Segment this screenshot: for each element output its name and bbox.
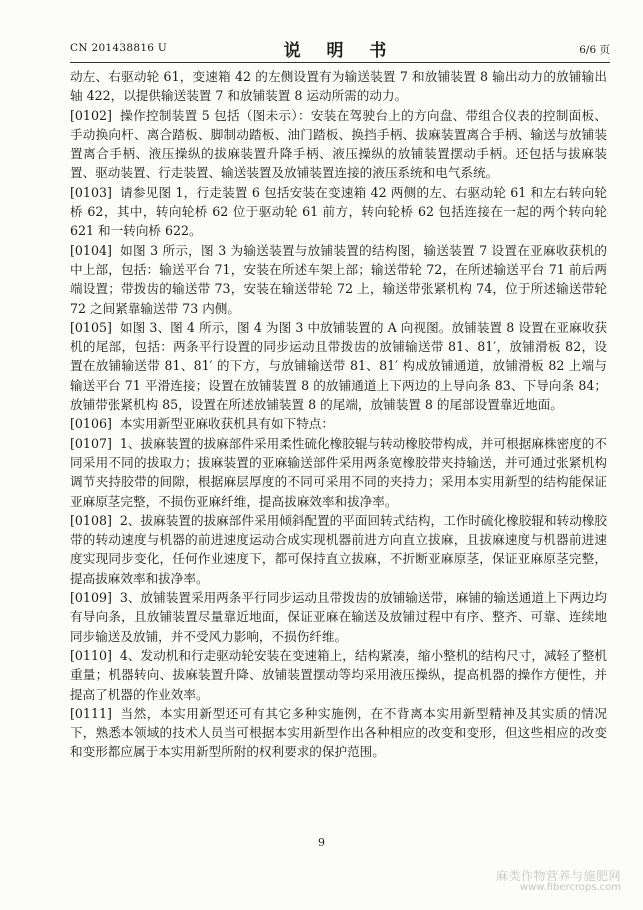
document-body (70, 67, 607, 762)
paragraph-number: [0109] (70, 590, 112, 606)
paragraph-text: 3、放铺装置采用两条平行同步运动且带拨齿的放铺输送带，麻铺的输送通道上下两边均有导向条，且放铺装置尽量靠近地面，保证亚麻在输送及放铺过程中有序、整齐、可靠、连续地同步输送及放铺，并不受风力影响，不损伤纤维。 (70, 590, 607, 644)
paragraph-0108 (70, 511, 607, 588)
paragraph-0106 (70, 414, 607, 433)
paragraph-number: [0107] (70, 435, 112, 451)
paragraph-number: [0108] (70, 512, 112, 528)
paragraph-text: 请参见图 1，行走装置 6 包括安装在变速箱 42 两侧的左、右驱动轮 61 和左右转向轮桥 62，其中，转向轮桥 62 位于驱动轮 61 前方，转向轮桥 62 包括连接在一起的两个转向轮 621 和一转向桥 622。 (70, 184, 607, 239)
paragraph-0103 (70, 183, 607, 241)
paragraph-0107 (70, 434, 607, 511)
paragraph-continuation (70, 67, 607, 106)
paragraph-0104 (70, 241, 607, 318)
paragraph-text: 当然，本实用新型还可有其它多种实施例，在不背离本实用新型精神及其实质的情况下，熟悉本领域的技术人员当可根据本实用新型作出各种相应的改变和变形，但这些相应的改变和变形都应属于本实用新型所附的权利要求的保护范围。 (70, 705, 607, 760)
paragraph-text: 操作控制装置 5 包括（图未示）：安装在驾驶台上的方向盘、带组合仪表的控制面板、手动换向杆、离合踏板、脚制动踏板、油门踏板、换挡手柄、拔麻装置离合手柄、输送与放铺装置离合手柄、液压操纵的拔麻装置升降手柄、液压操纵的放铺装置摆动手柄。还包括与拔麻装置、驱动装置、行走装置、输送装置及放铺装置连接的液压系统和电气系统。 (70, 107, 607, 181)
paragraph-number: [0102] (70, 107, 112, 123)
paragraph-text: 动左、右驱动轮 61，变速箱 42 的左侧设置有为输送装置 7 和放铺装置 8 输出动力的放铺输出轴 422，以提供输送装置 7 和放铺装置 8 运动所需的动力。 (70, 69, 607, 104)
paragraph-number: [0103] (70, 184, 112, 200)
paragraph-number: [0104] (70, 242, 112, 258)
paragraph-0109 (70, 588, 607, 646)
paragraph-number: [0110] (70, 647, 112, 663)
document-title: 说 明 书 (283, 41, 397, 61)
paragraph-0111 (70, 704, 607, 762)
paragraph-text: 2、拔麻装置的拔麻部件采用倾斜配置的平面回转式结构，工作时硫化橡胶辊和转动橡胶带的转动速度与机器的前进速度运动合成实现机器前进方向直立拔麻，且拔麻速度与机器前进速度实现同步变化，任何作业速度下，都可保持直立拔麻，不折断亚麻原茎，保证亚麻原茎完整，提高拔麻效率和拔净率。 (70, 512, 607, 586)
page-header (70, 36, 610, 63)
paragraph-0110 (70, 646, 607, 704)
patent-number: CN 201438816 U (70, 42, 168, 54)
watermark (496, 870, 621, 894)
paragraph-0102 (70, 106, 607, 183)
paragraph-number: [0105] (70, 319, 112, 335)
paragraph-number: [0106] (70, 416, 112, 432)
watermark-name: 麻类作物营养与施肥网 (495, 869, 621, 883)
paragraph-text: 本实用新型亚麻收获机具有如下特点： (119, 416, 334, 432)
paragraph-text: 4、发动机和行走驱动轮安装在变速箱上，结构紧凑，缩小整机的结构尺寸，减轻了整机重量；机器转向、拔麻装置升降、放铺装置摆动等均采用液压操纵，提高机器的操作方便性，并提高了机器的作业效率。 (70, 647, 607, 702)
page-label: 6/6 页 (579, 44, 610, 56)
paragraph-number: [0111] (70, 705, 112, 721)
paragraph-text: 如图 3、图 4 所示，图 4 为图 3 中放铺装置的 A 向视图。放铺装置 8 设置在亚麻收获机的尾部，包括：两条平行设置的同步运动且带拨齿的放铺输送带 81、81′，放铺滑板 82，设置在放铺输送带 81、81′ 的下方，与放铺输送带 81、81′ 构成放铺通道，放铺滑板 82 上端与输送平台 71 平滑连接；设置在放铺装置 8 的放铺通道上下两边的上导向条 83、下导向条 84；放铺带张紧机构 85，设置在所述放铺装置 8 的尾端，放铺装置 8 的尾部设置靠近地面。 (70, 319, 607, 413)
page-number: 9 (318, 836, 325, 849)
watermark-url: www.fibercrops.com (519, 882, 621, 893)
paragraph-text: 如图 3 所示，图 3 为输送装置与放铺装置的结构图，输送装置 7 设置在亚麻收获机的中上部，包括：输送平台 71，安装在所述车架上部；输送带轮 72，在所述输送平台 71 前后两端设置；带拨齿的输送带 73，安装在输送带轮 72 上，输送带张紧机构 74，位于所述输送带轮 72 之间紧靠输送带 73 内侧。 (70, 242, 607, 316)
paragraph-0105 (70, 318, 607, 414)
paragraph-text: 1、拔麻装置的拔麻部件采用柔性硫化橡胶辊与转动橡胶带构成，并可根据麻株密度的不同采用不同的拔取力；拔麻装置的亚麻输送部件采用两条宽橡胶带夹持输送，并可通过张紧机构调节夹持胶带的间隙，根据麻层厚度的不同可采用不同的夹持力；采用本实用新型的结构能保证亚麻原茎完整，不损伤亚麻纤维，提高拔麻效率和拔净率。 (70, 435, 607, 509)
